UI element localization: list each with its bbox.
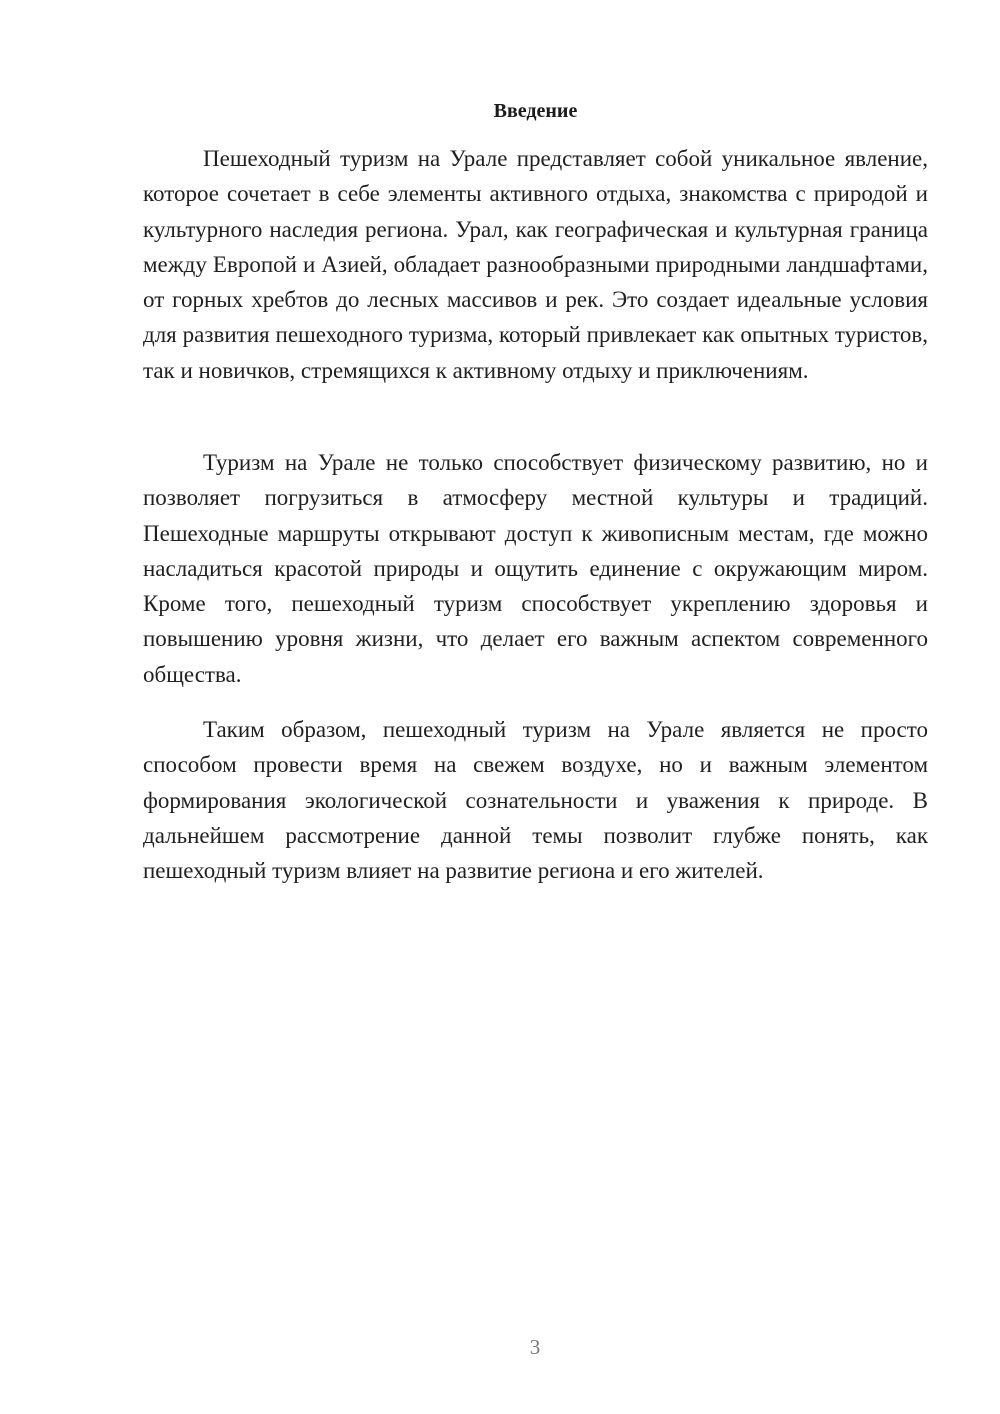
paragraph-2: Туризм на Урале не только способствует физическому развитию, но и позволяет погрузиться в атмосферу местной культуры и традиций. Пешеходные маршруты открывают доступ к живописным местам, где можно насладиться красотой природы и ощутить единение с окружающим миром. Кроме того, пешеходный туризм способствует укреплению здоровья и повышению уровня жизни, что делает его важным аспектом современного общества. [143,450,928,687]
page-number: 3 [529,1335,541,1359]
paragraph-1: Пешеходный туризм на Урале представляет собой уникальное явление, которое сочетает в себе элементы активного отдыха, знакомства с природой и культурного наследия региона. Урал, как географическая и культурная граница между Европой и Азией, обладает разнообразными природными ландшафтами, от горных хребтов до лесных массивов и рек. Это создает идеальные условия для развития пешеходного туризма, который привлекает как опытных туристов, так и новичков, стремящихся к активному отдыху и приключениям. [143,146,928,383]
paragraph-3: Таким образом, пешеходный туризм на Урале является не просто способом провести время на свежем воздухе, но и важным элементом формирования экологической сознательности и уважения к природе. В дальнейшем рассмотрение данной темы позволит глубже понять, как пешеходный туризм влияет на развитие региона и его жителей. [143,717,928,884]
section-heading: Введение [493,100,578,122]
